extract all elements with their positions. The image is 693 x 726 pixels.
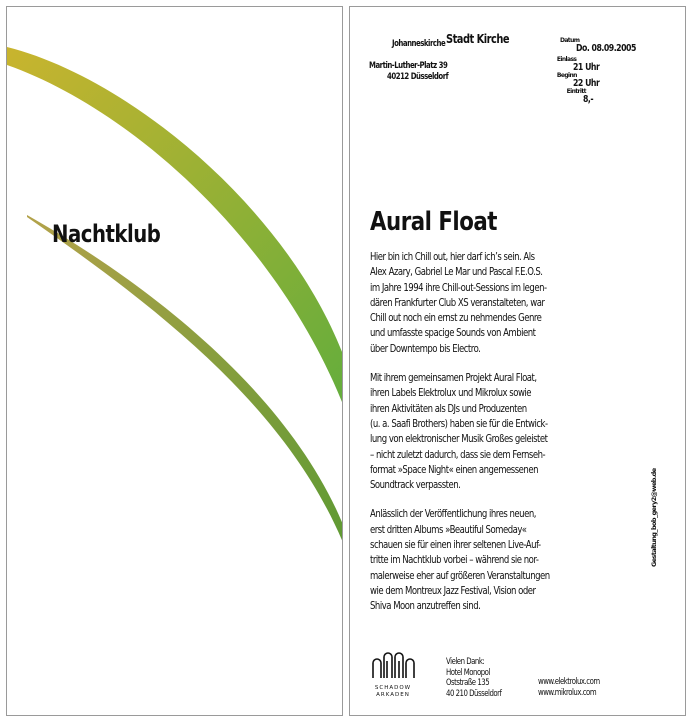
venue-address (369, 61, 449, 83)
logo-line-1: SCHADOW (374, 685, 412, 691)
venue-brand-logo: Stadt Kirche (446, 32, 510, 46)
venue-name: Johanneskirche (392, 39, 446, 49)
event-start: Beginn 22 Uhr (556, 72, 600, 89)
arches-icon (370, 649, 416, 679)
flyer-front-panel (6, 6, 343, 716)
paragraph: Anlässlich der Veröffentlichung ihres neuen, erst dritten Albums »Beautiful Someday« schauen sie für einen ihrer seltenen Live-Auf- tritte im Nachtklub vorbei – während sie nor- malerweise eher auf größeren Veranstaltungen wie dem Montreux Jazz Festival, Vision oder Shiva Moon anzutreffen sind. (370, 508, 550, 613)
paragraph: Hier bin ich Chill out, hier darf ich’s sein. Als Alex Azary, Gabriel Le Mar und Pascal F.E.O.S. im Jahre 1994 ihre Chill-out-Sessions im legen- dären Frankfurter Club XS veranstalteten, war Chill out noch ein ernst zu nehmendes Genre und umfasste spacige Sounds von Ambient über Downtempo bis Electro. (370, 251, 547, 355)
schadow-arkaden-logo (370, 649, 416, 699)
swoosh-lower-stroke (27, 215, 343, 545)
swoosh-graphic (7, 7, 343, 716)
logo-line-2: ARKADEN (376, 692, 410, 698)
address-line-2: 40212 Düsseldorf (387, 72, 449, 82)
design-credit: Gestaltung_bob_gery2@web.de (650, 468, 658, 567)
web-links (538, 677, 613, 699)
event-date: Datum Do. 08.09.2005 (559, 37, 636, 54)
event-description (370, 250, 630, 629)
event-doors: Einlass 21 Uhr (556, 56, 600, 73)
event-admission: Eintritt 8,- (566, 88, 593, 105)
link-elektrolux[interactable]: www.elektrolux.com (538, 677, 600, 687)
flyer-back-panel (349, 6, 686, 716)
link-mikrolux[interactable]: www.mikrolux.com (538, 688, 597, 698)
paragraph: Mit ihrem gemeinsamen Projekt Aural Float, ihren Labels Elektrolux und Mikrolux sowie ihren Aktivitäten als DJs und Produzenten (u. a. Saafi Brothers) haben sie für die Entwick- lung von elektronischer Musik Großes geleistet – nicht zuletzt dadurch, dass sie dem Fernseh- format »Space Night« einen angemessenen Soundtrack verpassten. (370, 372, 548, 492)
thanks-block: Vielen Dank: Hotel Monopol Oststraße 135 40 210 Düsseldorf (446, 657, 502, 699)
club-title: Nachtklub (52, 220, 161, 248)
event-title: Aural Float (370, 207, 497, 237)
address-line-1: Martin-Luther-Platz 39 (369, 61, 448, 71)
